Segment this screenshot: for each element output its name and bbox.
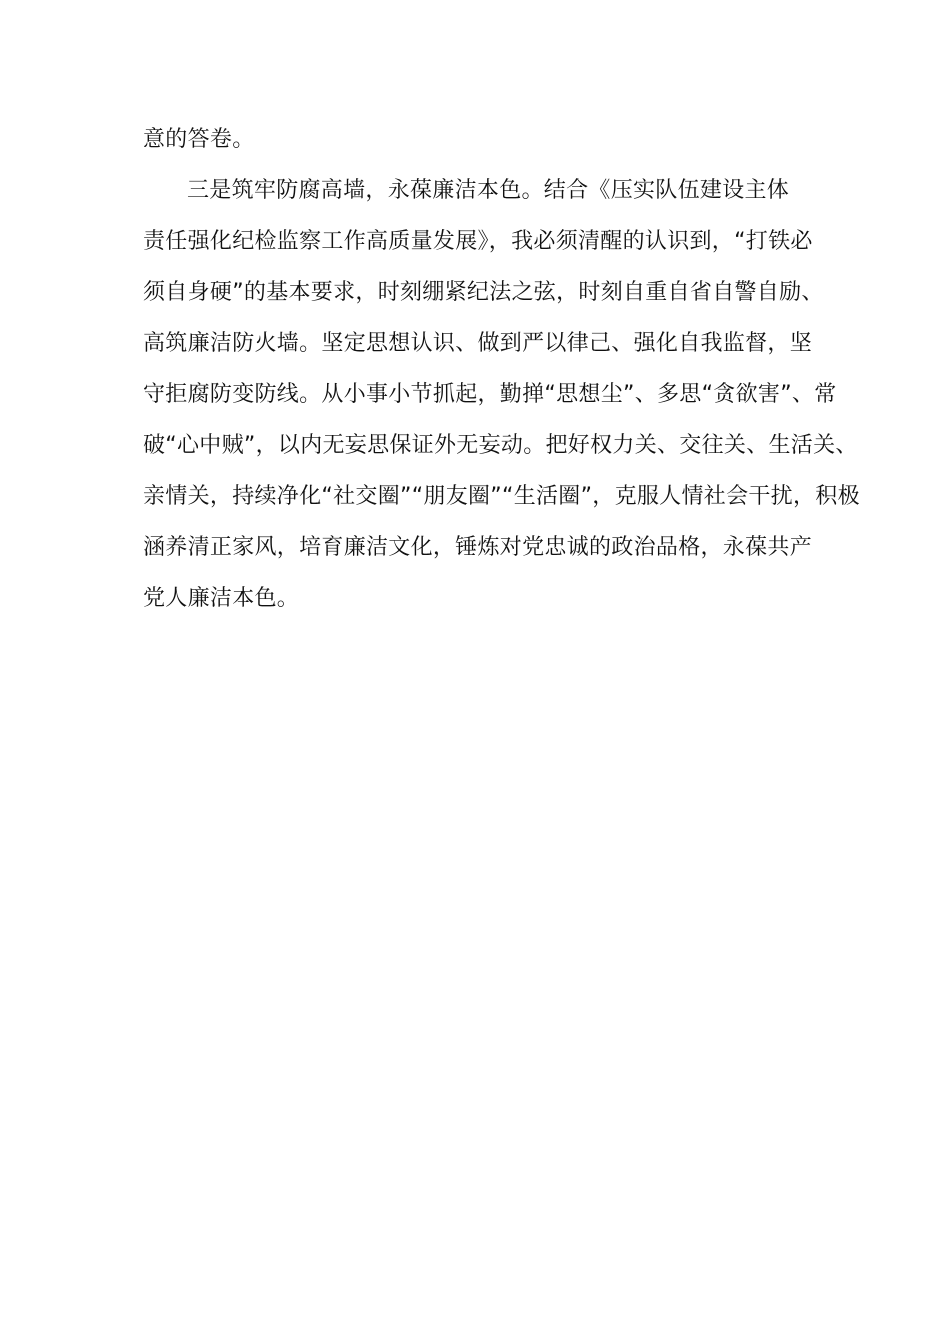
text-line: 涵养清正家风，培育廉洁文化，锤炼对党忠诚的政治品格，永葆共产	[143, 535, 813, 560]
text-line: 守拒腐防变防线。从小事小节抓起，勤掸“思想尘”、多思“贪欲害”、常	[143, 382, 837, 407]
text-line: 破“心中贼”，以内无妄思保证外无妄动。把好权力关、交往关、生活关、	[143, 433, 858, 458]
text-line: 须自身硬”的基本要求，时刻绷紧纪法之弦，时刻自重自省自警自励、	[143, 280, 824, 305]
paragraph-first-line: 三是筑牢防腐高墙，永葆廉洁本色。结合《压实队伍建设主体	[187, 178, 790, 203]
text-line: 责任强化纪检监察工作高质量发展》，我必须清醒的认识到，“打铁必	[143, 229, 813, 254]
text-line: 意的答卷。	[143, 127, 255, 152]
text-line: 党人廉洁本色。	[143, 586, 300, 611]
text-line: 高筑廉洁防火墙。坚定思想认识、做到严以律己、强化自我监督，坚	[143, 331, 813, 356]
text-line: 亲情关，持续净化“社交圈”“朋友圈”“生活圈”，克服人情社会干扰，积极	[143, 484, 860, 509]
